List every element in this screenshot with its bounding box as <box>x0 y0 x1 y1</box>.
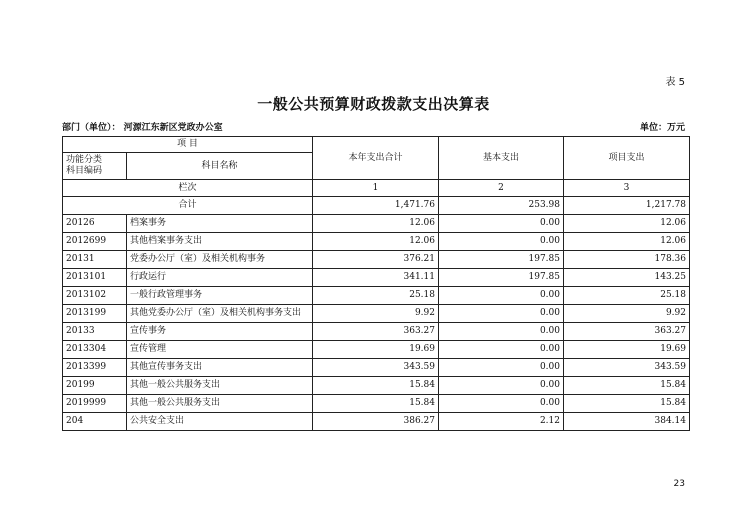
header-subject-name: 科目名称 <box>127 153 313 180</box>
row-total: 19.69 <box>313 341 439 359</box>
row-name: 行政运行 <box>127 269 313 287</box>
row-code: 2013102 <box>63 287 127 305</box>
row-code: 2013399 <box>63 359 127 377</box>
row-basic: 0.00 <box>439 233 564 251</box>
row-name: 宣传事务 <box>127 323 313 341</box>
row-project: 12.06 <box>564 233 690 251</box>
row-total: 25.18 <box>313 287 439 305</box>
row-code: 2019999 <box>63 395 127 413</box>
row-code: 20199 <box>63 377 127 395</box>
table-row <box>63 359 690 377</box>
row-basic: 0.00 <box>439 395 564 413</box>
header-column-index: 栏次 <box>63 180 313 197</box>
header-basic: 基本支出 <box>439 137 564 180</box>
row-project: 19.69 <box>564 341 690 359</box>
row-total: 386.27 <box>313 413 439 431</box>
header-code-line2: 科目编码 <box>66 166 103 176</box>
row-total: 12.06 <box>313 233 439 251</box>
row-name: 其他宣传事务支出 <box>127 359 313 377</box>
row-total: 376.21 <box>313 251 439 269</box>
row-project: 343.59 <box>564 359 690 377</box>
table-row <box>63 233 690 251</box>
row-project: 15.84 <box>564 395 690 413</box>
row-total: 15.84 <box>313 377 439 395</box>
row-basic: 0.00 <box>439 377 564 395</box>
header-row-item <box>63 137 690 153</box>
budget-table <box>62 136 690 431</box>
table-row <box>63 215 690 233</box>
row-name: 一般行政管理事务 <box>127 287 313 305</box>
row-total: 12.06 <box>313 215 439 233</box>
page-number: 23 <box>673 479 685 489</box>
row-project: 12.06 <box>564 215 690 233</box>
row-basic: 0.00 <box>439 215 564 233</box>
row-code: 2012699 <box>63 233 127 251</box>
table-row <box>63 395 690 413</box>
summary-row <box>63 197 690 215</box>
meta-row <box>62 120 685 133</box>
page-title: 一般公共预算财政拨款支出决算表 <box>257 95 490 113</box>
summary-label: 合计 <box>63 197 313 215</box>
table-row <box>63 305 690 323</box>
header-col2: 2 <box>439 180 564 197</box>
summary-basic: 253.98 <box>439 197 564 215</box>
row-basic: 0.00 <box>439 305 564 323</box>
header-total: 本年支出合计 <box>313 137 439 180</box>
row-code: 20131 <box>63 251 127 269</box>
row-basic: 2.12 <box>439 413 564 431</box>
header-col1: 1 <box>313 180 439 197</box>
table-row <box>63 269 690 287</box>
row-name: 其他一般公共服务支出 <box>127 377 313 395</box>
row-code: 2013199 <box>63 305 127 323</box>
row-code: 20133 <box>63 323 127 341</box>
table-row <box>63 287 690 305</box>
header-item: 项 目 <box>63 137 313 153</box>
department-label: 部门（单位）： 河源江东新区党政办公室 <box>62 123 223 133</box>
row-name: 档案事务 <box>127 215 313 233</box>
row-basic: 197.85 <box>439 269 564 287</box>
header-code-line1: 功能分类 <box>66 155 103 165</box>
row-name: 党委办公厅（室）及相关机构事务 <box>127 251 313 269</box>
summary-project: 1,217.78 <box>564 197 690 215</box>
row-total: 15.84 <box>313 395 439 413</box>
header-row-index <box>63 180 690 197</box>
row-total: 341.11 <box>313 269 439 287</box>
table-row <box>63 341 690 359</box>
table-row <box>63 251 690 269</box>
row-name: 其他档案事务支出 <box>127 233 313 251</box>
row-project: 25.18 <box>564 287 690 305</box>
table-row <box>63 323 690 341</box>
table-row <box>63 413 690 431</box>
row-code: 2013304 <box>63 341 127 359</box>
row-project: 384.14 <box>564 413 690 431</box>
row-name: 宣传管理 <box>127 341 313 359</box>
row-basic: 197.85 <box>439 251 564 269</box>
row-basic: 0.00 <box>439 359 564 377</box>
row-project: 363.27 <box>564 323 690 341</box>
row-total: 363.27 <box>313 323 439 341</box>
row-total: 9.92 <box>313 305 439 323</box>
row-project: 15.84 <box>564 377 690 395</box>
row-code: 2013101 <box>63 269 127 287</box>
table-row <box>63 377 690 395</box>
row-project: 143.25 <box>564 269 690 287</box>
row-code: 204 <box>63 413 127 431</box>
header-project: 项目支出 <box>564 137 690 180</box>
unit-label: 单位：万元 <box>639 123 685 133</box>
row-basic: 0.00 <box>439 287 564 305</box>
header-col3: 3 <box>564 180 690 197</box>
row-name: 其他一般公共服务支出 <box>127 395 313 413</box>
sheet-number: 表 5 <box>665 77 685 88</box>
row-code: 20126 <box>63 215 127 233</box>
row-basic: 0.00 <box>439 323 564 341</box>
row-total: 343.59 <box>313 359 439 377</box>
row-project: 9.92 <box>564 305 690 323</box>
row-basic: 0.00 <box>439 341 564 359</box>
row-name: 公共安全支出 <box>127 413 313 431</box>
row-project: 178.36 <box>564 251 690 269</box>
header-code <box>63 153 127 180</box>
summary-total: 1,471.76 <box>313 197 439 215</box>
row-name: 其他党委办公厅（室）及相关机构事务支出 <box>127 305 313 323</box>
